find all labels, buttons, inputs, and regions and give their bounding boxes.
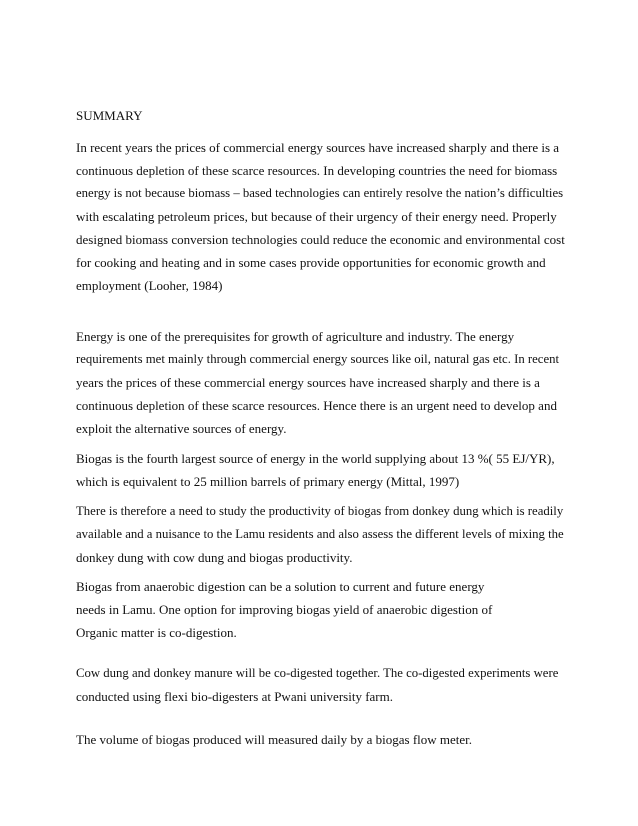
text-line: employment (Looher, 1984) — [76, 278, 223, 293]
paragraph-3 — [76, 447, 566, 493]
paragraph-1 — [76, 136, 566, 297]
text-line: Biogas is the fourth largest source of energy in the world supplying about 13 %( 55 EJ/YR), — [76, 451, 555, 466]
text-line: continuous depletion of these scarce resources. Hence there is an urgent need to develop and — [76, 398, 557, 413]
paragraph-7 — [76, 728, 566, 751]
text-line: designed biomass conversion technologies could reduce the economic and environmental cost — [76, 232, 565, 247]
text-line: years the prices of these commercial energy sources have increased sharply and there is a — [76, 375, 540, 390]
paragraph-4 — [76, 500, 566, 569]
text-line: Energy is one of the prerequisites for growth of agriculture and industry. The energy — [76, 329, 515, 344]
text-line: donkey dung with cow dung and biogas productivity. — [76, 550, 353, 565]
text-line: with escalating petroleum prices, but because of their urgency of their energy need. Properly — [76, 209, 557, 224]
text-line: There is therefore a need to study the productivity of biogas from donkey dung which is readily — [76, 504, 564, 518]
text-line: for cooking and heating and in some cases provide opportunities for economic growth and — [76, 255, 546, 270]
text-line: which is equivalent to 25 million barrels of primary energy (Mittal, 1997) — [76, 474, 460, 489]
text-line: needs in Lamu. One option for improving biogas yield of anaerobic digestion of — [76, 602, 493, 617]
text-line: requirements met mainly through commercial energy sources like oil, natural gas etc. In recent — [76, 352, 560, 366]
text-line: continuous depletion of these scarce resources. In developing countries the need for biomass — [76, 163, 558, 178]
text-line: energy is not because biomass – based technologies can entirely resolve the nation’s difficulties — [76, 186, 564, 200]
heading-text: SUMMARY — [76, 108, 143, 123]
text-line: exploit the alternative sources of energy. — [76, 421, 287, 436]
text-line: Biogas from anaerobic digestion can be a solution to current and future energy — [76, 579, 485, 594]
text-line: available and a nuisance to the Lamu residents and also assess the different levels of mixing the — [76, 527, 564, 541]
paragraph-5 — [76, 575, 566, 644]
text-line: In recent years the prices of commercial energy sources have increased sharply and there is a — [76, 140, 560, 155]
summary-heading — [76, 104, 566, 127]
text-line: conducted using flexi bio-digesters at Pwani university farm. — [76, 689, 393, 704]
paragraph-6 — [76, 662, 566, 708]
text-line: Cow dung and donkey manure will be co-digested together. The co-digested experiments were — [76, 666, 559, 680]
paragraph-2 — [76, 325, 566, 440]
text-line: The volume of biogas produced will measured daily by a biogas flow meter. — [76, 732, 473, 747]
text-line: Organic matter is co-digestion. — [76, 625, 237, 640]
